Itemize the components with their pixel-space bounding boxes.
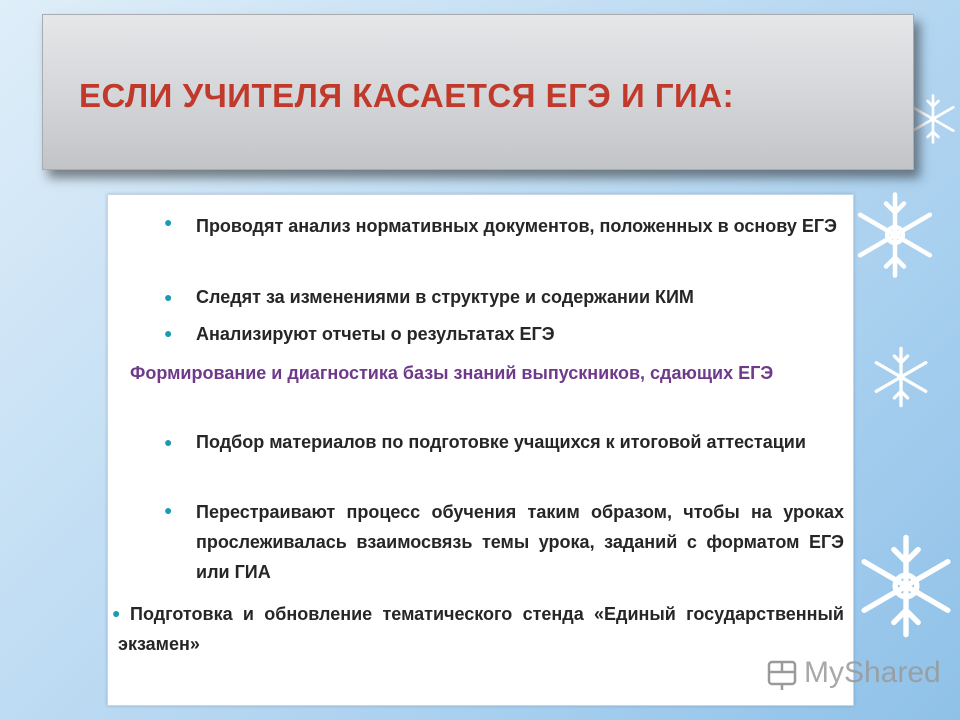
list-item: Подготовка и обновление тематического стенда «Единый государственный экзамен» — [118, 604, 844, 654]
list-item: Перестраивают процесс обучения таким образом, чтобы на уроках прослеживалась взаимосвязь темы урока, заданий с форматом ЕГЭ или ГИА — [196, 502, 844, 582]
watermark: MyShared — [804, 656, 941, 689]
bullet-icon: ● — [112, 605, 121, 621]
list-item: Подбор материалов по подготовке учащихся к итоговой аттестации — [196, 432, 806, 452]
bullet-icon: ● — [164, 214, 173, 230]
list-item-highlight: Формирование и диагностика базы знаний выпускников, сдающих ЕГЭ — [130, 363, 774, 383]
list-item: Проводят анализ нормативных документов, положенных в основу ЕГЭ — [196, 216, 837, 236]
content-box — [107, 194, 854, 706]
snowflake-icon — [850, 190, 940, 280]
snowflake-icon — [852, 532, 960, 640]
snowflake-icon — [868, 344, 934, 410]
bullet-icon: ● — [164, 502, 173, 518]
mouse-logo-icon — [766, 658, 800, 692]
slide-title: ЕСЛИ УЧИТЕЛЯ КАСАЕТСЯ ЕГЭ И ГИА: — [79, 77, 735, 114]
bullet-icon: ● — [164, 325, 173, 341]
list-item: Следят за изменениями в структуре и содержании КИМ — [196, 287, 694, 307]
title-box — [42, 14, 914, 170]
bullet-icon: ● — [164, 289, 173, 305]
list-item: Анализируют отчеты о результатах ЕГЭ — [196, 324, 555, 344]
snowflake-icon — [906, 92, 960, 146]
bullet-icon: ● — [164, 434, 173, 450]
